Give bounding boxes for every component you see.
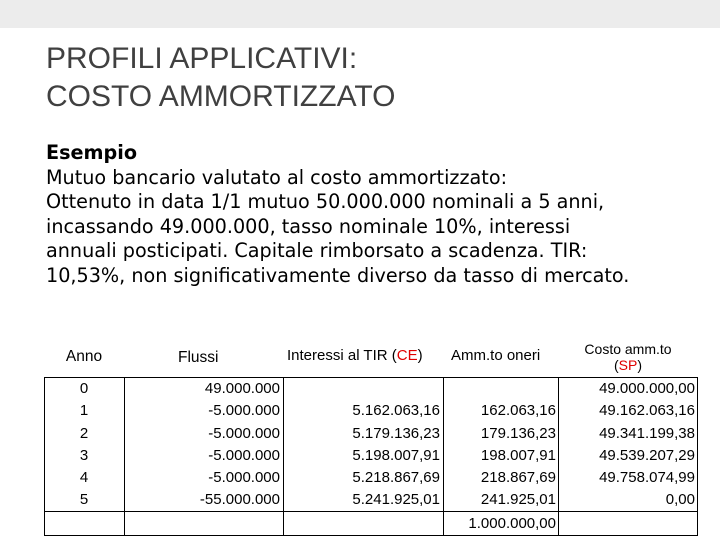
table-border — [44, 511, 698, 512]
interessi-cell: 5.162.063,16 — [352, 402, 440, 419]
header-anno: Anno — [65, 348, 103, 365]
flussi-cell: -55.000.000 — [199, 491, 280, 508]
flussi-cell: -5.000.000 — [208, 469, 280, 486]
ammto-cell: 218.867,69 — [480, 469, 556, 486]
costo-cell: 49.341.199,38 — [599, 425, 695, 442]
table-border — [283, 377, 284, 536]
table-border — [44, 377, 698, 378]
costo-cell: 49.162.063,16 — [599, 402, 695, 419]
body-line: 10,53%, non significativamente diverso da tasso di mercato. — [46, 263, 630, 287]
body-line: incassando 49.000.000, tasso nominale 10%, interessi — [46, 214, 571, 238]
ammto-total: 1.000.000,00 — [468, 515, 556, 532]
flussi-cell: -5.000.000 — [208, 402, 280, 419]
table-border — [44, 535, 698, 536]
slide-body — [46, 141, 696, 288]
ammto-cell: 162.063,16 — [480, 402, 556, 419]
flussi-cell: 49.000.000 — [204, 380, 280, 397]
ammto-cell: 198.007,91 — [480, 447, 556, 464]
anno-cell: 4 — [79, 469, 89, 486]
table-border — [124, 377, 125, 536]
costo-cell: 49.758.074,99 — [599, 469, 695, 486]
ammto-cell: 241.925,01 — [480, 491, 556, 508]
costo-cell: 49.000.000,00 — [599, 380, 695, 397]
interessi-cell: 5.179.136,23 — [352, 425, 440, 442]
title-line-2: COSTO AMMORTIZZATO — [46, 80, 396, 113]
header-costo: Costo amm.to (SP) — [584, 341, 672, 373]
header-flussi: Flussi — [178, 349, 219, 366]
table-border — [44, 377, 45, 536]
body-line: Ottenuto in data 1/1 mutuo 50.000.000 nominali a 5 anni, — [46, 190, 605, 213]
title-line-1: PROFILI APPLICATIVI: — [46, 42, 358, 75]
table-border — [558, 377, 559, 536]
table-border — [443, 377, 444, 536]
costo-cell: 0,00 — [665, 491, 695, 508]
ammto-cell: 179.136,23 — [480, 425, 556, 442]
interessi-cell: 5.241.925,01 — [352, 491, 440, 508]
table-border — [697, 377, 698, 536]
anno-cell: 3 — [79, 447, 89, 464]
anno-cell: 5 — [79, 491, 89, 508]
anno-cell: 1 — [79, 402, 89, 419]
header-ammto: Amm.to oneri — [451, 347, 541, 364]
top-bar — [0, 0, 720, 28]
header-interessi: Interessi al TIR (CE) — [287, 347, 423, 364]
body-line: annuali posticipati. Capitale rimborsato a scadenza. TIR: — [46, 239, 588, 262]
slide-title — [46, 40, 686, 116]
interessi-cell: 5.198.007,91 — [352, 447, 440, 464]
example-heading: Esempio — [46, 141, 138, 164]
body-line: Mutuo bancario valutato al costo ammortizzato: — [46, 165, 508, 189]
interessi-cell: 5.218.867,69 — [352, 469, 440, 486]
anno-cell: 2 — [79, 425, 89, 442]
costo-cell: 49.539.207,29 — [599, 447, 695, 464]
flussi-cell: -5.000.000 — [208, 425, 280, 442]
anno-cell: 0 — [79, 380, 89, 397]
flussi-cell: -5.000.000 — [208, 447, 280, 464]
